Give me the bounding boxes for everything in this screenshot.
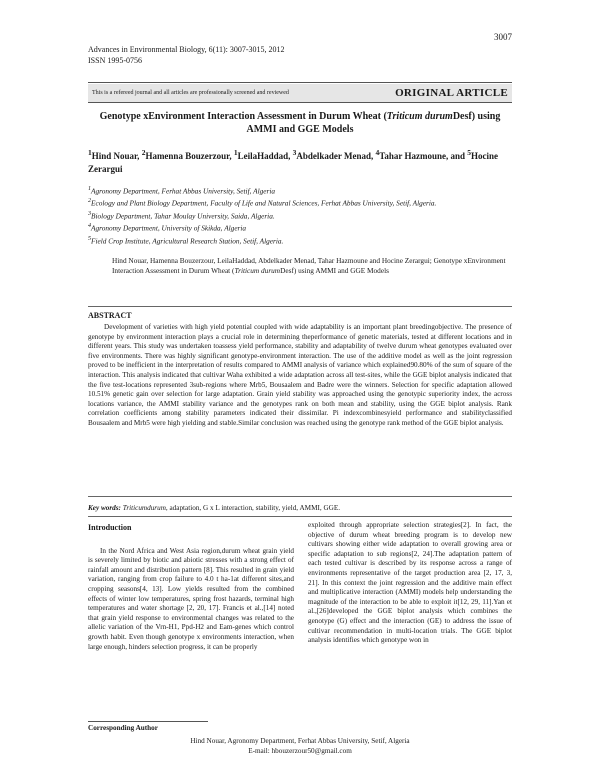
affiliation-number: 2 [88,198,92,205]
author-affil-4: 3 [292,148,297,157]
abstract-heading: ABSTRACT [88,311,132,320]
citation-post: Desf) using AMMI and GGE Models [280,266,389,275]
citation-species: Triticum durum [234,266,281,275]
journal-citation: Advances in Environmental Biology, 6(11): 3007-3015, 2012 [88,45,285,54]
affiliation-number: 3 [88,210,92,217]
affiliation-text: Field Crop Institute, Agricultural Research Station, Setif, Algeria. [91,236,284,246]
page-number: 3007 [494,32,512,42]
affiliation-item [88,184,512,196]
journal-issn: ISSN 1995-0756 [88,56,143,65]
keywords [88,504,512,512]
keyword-first: Triticumdurum [122,504,166,512]
author-3: LeilaHaddad, [237,151,293,161]
title-species: Triticum durum [386,111,453,122]
title-suffix: Desf) using AMMI and GGE Models [246,111,501,135]
author-5: Tahar Hazmoune, [379,151,451,161]
introduction-right-text: exploited through appropriate selection strategies[2]. In fact, the objective of durum wheat breeding program is to develop new cultivars showing either wide adaptation to overall growing area or specific adaptation to sub regions[2, 24].The adaptation pattern of each tested cultivar is described by its response across a range of environments representative of the target production area [2, 17, 3, 21]. In this context the joint regression and the additive main effect and multiplicative interaction (AMMI) models help understanding the magnitude of the interaction to be able to exploit it[12, 29, 11].Yan et al.,[26]developed the GGE biplot analysis which combines the genotype (G) effect and the interaction (GE) to address the issue of cultivar recommendation in multi-location trials. The GGE biplot analysis identifies which genotype won in [308,521,512,645]
affiliation-number: 5 [88,235,92,242]
abstract-top-rule [88,306,512,307]
affiliation-text: Ecology and Plant Biology Department, Faculty of Life and Natural Sciences, Ferhat Abbas University, Setif, Algeria. [91,198,437,208]
author-2: Hamenna Bouzerzour, [145,151,234,161]
affiliation-number: 1 [88,186,92,192]
abstract-body: Development of varieties with high yield potential coupled with wide adaptability is an important plant breedingobjective. The presence of genotype by environment interaction plays a crucial role in determining theperformance of genetic materials, tested at different locations and in different years. This study was undertaken toassess yield performance, stability and adaptability of twelve durum wheat genotypes evaluated over five environments. There was highly significant genotype-environment interaction. The use of the additive model as well as the joint regression proved to be inefficient in the interpretation of results compared to AMMI analysis of variance which explained90.80% of the sum of square of the interaction. This analysis indicated that cultivar Waha exhibited a wide adaptation across all test-sites, while the GGE biplot analysis indicated that the five test-locations represented 3sub-regions where Mrb5, Bousaalem and Badre were the winners. Selection for specific adaptation allowed 10.51% genetic gain over selection for large adaptation. Grain yield stability was approached using the genotypic superiority index, the across locations variance, the AMMI stability variance and the genotypes rank on both mean and stability, using the GGE biplot analysis. Rank correlation coefficients among stability parameters indicated their dissimilar. Pi indexcombinesyield performance and stabilityclassified Bousaalem and Mrb5 were high yielding and stable.Similar conclusion was reached using the genotype rank method of the GGE biplot analysis. [88,323,512,427]
affiliation-list [88,184,512,246]
author-affil-5: 4 [375,148,380,157]
author-affil-3: 1 [233,148,238,157]
corresponding-heading: Corresponding Author [88,724,158,732]
affiliation-item [88,196,512,208]
author-1: Hind Nouar, [91,151,142,161]
affiliation-item [88,209,512,221]
journal-header [88,44,285,66]
corresponding-email: E-mail: hbouzerzour50@gmail.com [248,747,352,755]
affiliation-text: Agronomy Department, Ferhat Abbas University, Setif, Algeria [91,186,276,196]
author-6: Hocine Zerargui [88,151,498,174]
corresponding-details [88,736,512,756]
affiliation-item [88,234,512,246]
paper-title [88,110,512,136]
article-type: ORIGINAL ARTICLE [395,87,508,99]
review-note: This is a refereed journal and all articles are professionally screened and reviewed [92,90,289,96]
affiliation-number: 4 [88,223,92,230]
introduction-left-text: In the Nord Africa and West Asia region,durum wheat grain yield is severely limited by biotic and abiotic stresses with a strong effect of rainfall amount and distribution pattern [8]. This resulted in grain yield variation, ranging from crop failure to 4.0 t ha-1at different sites,and cropping seasons[4, 13]. Low yields resulted from the combined effects of winter low temperatures, spring frost hazards, terminal high temperatures and water shortage [2, 20, 17]. Francis et al.,[14] noted that grain yield response to environmental changes was related to the allelic variation of the Vrn-H1, Ppd-H2 and Eam-genes which control growth habit. Even though genotype x environments interaction, when large enough, hinders selection progress, it can be properly [88,546,294,651]
author-affil-6: 5 [467,148,471,157]
article-banner [88,84,512,102]
keywords-bottom-rule [88,516,512,517]
introduction-heading: Introduction [88,523,132,532]
right-column [308,521,512,646]
author-list [88,146,512,176]
citation-pre: Hind Nouar, Hamenna Bouzerzour, LeilaHaddad, Abdelkader Menad, Tahar Hazmoune and Hocine Zerargui; Genotype xEnvironment Interaction Assessment in Durum Wheat ( [112,256,506,275]
author-4: Abdelkader Menad, [296,151,376,161]
affiliation-text: Biology Department, Tahar Moulay University, Saida, Algeria. [91,211,275,221]
banner-bottom-rule [88,102,512,103]
author-affil-1: 1 [88,148,92,157]
author-conjunction: and [450,151,468,161]
banner-top-rule [88,82,512,83]
affiliation-text: Agronomy Department, University of Skikda, Algeria [91,223,247,233]
how-to-cite [112,256,508,276]
title-main: Genotype xEnvironment Interaction Assessment in Durum Wheat ( [99,111,387,122]
abstract-bottom-rule [88,496,512,497]
affiliation-item [88,221,512,233]
keywords-label: Key words: [88,504,121,512]
left-column [88,521,294,652]
keywords-rest: , adaptation, G x L interaction, stability, yield, AMMI, GGE. [165,504,341,512]
corresponding-address: Hind Nouar, Agronomy Department, Ferhat Abbas University, Setif, Algeria [190,737,410,745]
footnote-rule [88,721,208,722]
author-affil-2: 2 [141,148,146,157]
